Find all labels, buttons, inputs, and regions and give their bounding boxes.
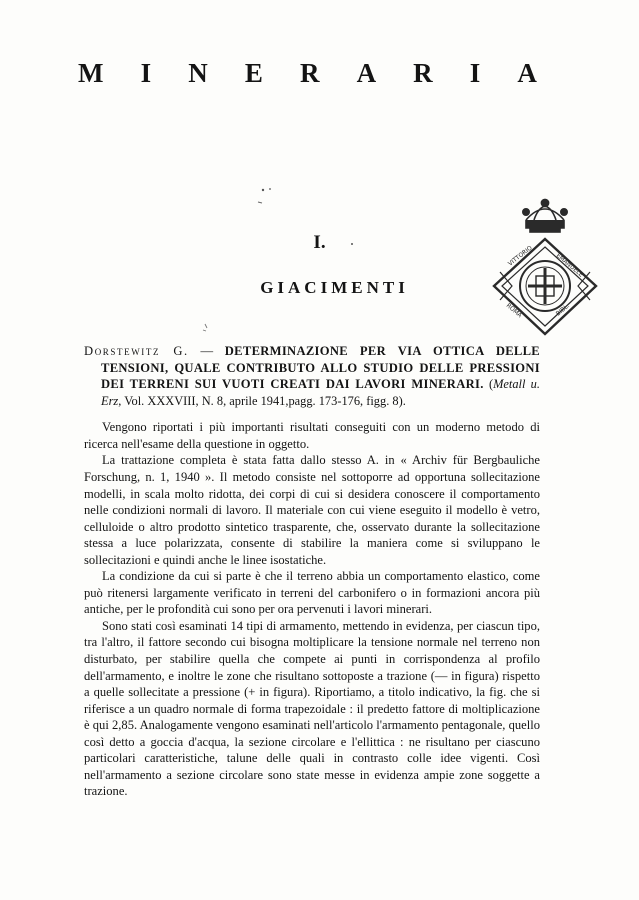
running-title-letter: A (517, 58, 538, 88)
source-details: , Vol. XXXVIII, N. 8, aprile 1941,pagg. 173-176, figg. 8). (118, 393, 406, 408)
running-title-letter: R (413, 58, 434, 88)
body-paragraph: La trattazione completa è stata fatta dallo stesso A. in « Archiv für Bergbauliche Forschung, n. 1, 1940 ». Il metodo consiste nel sottoporre ad opportuna sollecitazione modelli, in scala molto ridotta, dei corpi di cui si desidera conoscere il comportamento nelle condizioni normali di lavoro. Il materiale con cui viene eseguito il modello è vetro, celluloide o altro prodotto sintetico trasparente, che, osservato durante la sollecitazione stessa a luce polarizzata, consente di stabilire la maniera come si sviluppano le sollecitazioni e quindi anche le linee isostatiche. (84, 453, 540, 567)
svg-text:BIBL.: BIBL. (554, 302, 571, 318)
svg-text:ROMA: ROMA (504, 302, 524, 320)
running-title-letter: M (78, 58, 105, 88)
running-title-letter: I (469, 58, 482, 88)
section-number: I. (313, 232, 326, 253)
running-title (78, 58, 538, 89)
library-crown-stamp-icon (486, 194, 604, 344)
journal-name: Metall u. Erz (101, 377, 540, 408)
running-title-letter: A (356, 58, 378, 88)
running-title-letter: E (244, 58, 264, 88)
body-paragraph: Vengono riportati i più importanti risultati conseguiti con un moderno metodo di ricerca nell'esame della questione in oggetto. (84, 420, 540, 451)
article-separator: — (188, 344, 225, 358)
article-body (84, 419, 540, 800)
article-citation (84, 343, 540, 409)
running-title-letter: I (140, 58, 153, 88)
svg-text:EMANUELE: EMANUELE (554, 252, 585, 279)
article-author: Dorstewitz G. (84, 344, 189, 358)
section-title: GIACIMENTI (260, 278, 409, 297)
running-title-letter: N (188, 58, 209, 88)
body-paragraph: La condizione da cui si parte è che il terreno abbia un comportamento elastico, come può ritenersi largamente verificato in terreni del carbonifero o in formazioni ancora più antiche, per le profondità cui sono per ora pervenuti i lavori minerari. (84, 569, 540, 617)
body-paragraph: Sono stati così esaminati 14 tipi di armamento, mettendo in evidenza, per ciascun tipo, tra l'altro, il fattore secondo cui bisogna moltiplicare la tensione normale nel terreno non disturbato, per stabilire quella che compete ai punti in corrispondenza al profilo dell'armamento, e inoltre le zone che risultano sottoposte a trazione (— in figura) rispetto a quelle sollecitate a pressione (+ in figura). Riportiamo, a titolo indicativo, la fig. che si riferisce a un quadro normale di forma trapezoidale : il predetto fattore di moltiplicazione è qui 2,85. Analogamente vengono esaminati nell'articolo l'armamento pentagonale, quello così detto a goccia d'acqua, la sezione circolare e l'ellittica : ne risultano per ciascuno particolari caratteristiche, talune delle quali in contrasto colle idee vigenti. Così nell'armamento a sezione circolare sono state messe in evidenza ampie zone soggette a trazione. (84, 618, 540, 799)
source-open: ( (488, 377, 494, 392)
svg-text:VITTORIO: VITTORIO (506, 244, 534, 268)
running-title-letter: R (299, 58, 321, 88)
article (84, 343, 540, 800)
article-heading: DETERMINAZIONE PER VIA OTTICA DELLE TENSIONI, QUALE CONTRIBUTO ALLO STUDIO DELLE PRESSIONI DEI TERRENI SUI VUOTI CREATI DAI LAVORI MINERARI. (101, 344, 541, 392)
